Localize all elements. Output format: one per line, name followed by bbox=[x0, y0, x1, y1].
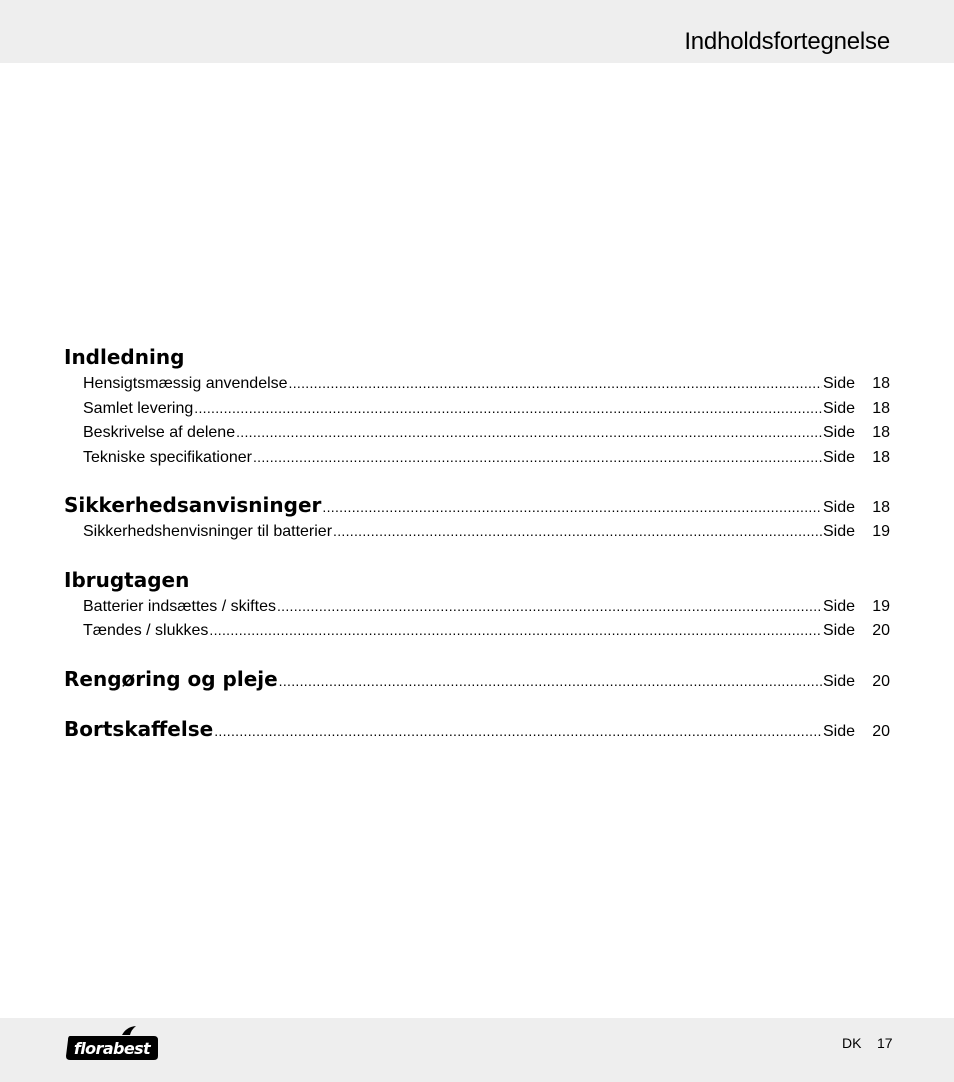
dot-leader bbox=[253, 445, 822, 470]
dot-leader bbox=[279, 667, 822, 695]
side-label: Side bbox=[822, 672, 855, 690]
page-number: 20 bbox=[872, 622, 890, 639]
toc-section-indledning bbox=[64, 343, 890, 469]
dot-leader bbox=[289, 371, 822, 396]
entry-label: Sikkerhedshenvisninger til batterier bbox=[83, 523, 333, 540]
page-number: 18 bbox=[872, 499, 890, 516]
section-heading: Ibrugtagen bbox=[64, 567, 190, 592]
dot-leader bbox=[214, 717, 822, 745]
toc-entry[interactable] bbox=[64, 371, 890, 396]
side-label: Side bbox=[822, 622, 855, 639]
toc-section-sikkerhedsanvisninger bbox=[64, 491, 890, 544]
side-label: Side bbox=[822, 597, 855, 615]
side-label: Side bbox=[822, 399, 855, 417]
toc-entry[interactable] bbox=[64, 519, 890, 544]
page-number: 18 bbox=[872, 375, 890, 392]
entry-label: Tekniske specifikationer bbox=[83, 448, 252, 466]
language-code: DK bbox=[842, 1035, 862, 1051]
entry-label: Tændes / slukkes bbox=[83, 622, 209, 639]
page-number: 18 bbox=[872, 399, 890, 417]
toc-main-entry[interactable] bbox=[64, 665, 890, 693]
toc-entry[interactable] bbox=[64, 445, 890, 470]
page-number-footer: 17 bbox=[877, 1035, 893, 1051]
section-heading: Indledning bbox=[64, 345, 185, 369]
page-number: 20 bbox=[872, 672, 890, 690]
entry-label: Hensigtsmæssig anvendelse bbox=[83, 375, 288, 392]
page-number: 18 bbox=[872, 424, 890, 441]
dot-leader bbox=[194, 396, 822, 421]
florabest-logo bbox=[64, 1026, 160, 1062]
page-title: Indholdsfortegnelse bbox=[684, 28, 890, 55]
side-label: Side bbox=[822, 375, 855, 392]
dot-leader bbox=[209, 618, 822, 643]
toc-section-rengoring bbox=[64, 665, 890, 693]
page-number: 19 bbox=[872, 597, 890, 615]
entry-label: Samlet levering bbox=[83, 399, 194, 417]
dot-leader bbox=[333, 519, 822, 544]
dot-leader bbox=[277, 594, 822, 619]
section-heading: Rengøring og pleje bbox=[64, 666, 278, 691]
toc-entry[interactable] bbox=[64, 594, 890, 619]
side-label: Side bbox=[822, 722, 855, 740]
toc-entry[interactable] bbox=[64, 396, 890, 421]
entry-label: Beskrivelse af delene bbox=[83, 424, 236, 441]
toc-main-entry[interactable] bbox=[64, 491, 890, 519]
side-label: Side bbox=[822, 523, 855, 540]
page-number: 20 bbox=[872, 722, 890, 740]
section-heading: Bortskaffelse bbox=[64, 716, 214, 741]
side-label: Side bbox=[822, 499, 855, 516]
logo-text: florabest bbox=[73, 1039, 151, 1058]
table-of-contents bbox=[64, 343, 890, 765]
toc-main-entry[interactable] bbox=[64, 715, 890, 743]
dot-leader bbox=[322, 493, 822, 521]
side-label: Side bbox=[822, 448, 855, 466]
toc-section-bortskaffelse bbox=[64, 715, 890, 743]
dot-leader bbox=[236, 420, 822, 445]
entry-label: Batterier indsættes / skiftes bbox=[83, 597, 276, 615]
page-number: 19 bbox=[872, 523, 890, 540]
toc-section-ibrugtagen bbox=[64, 566, 890, 643]
page-number: 18 bbox=[872, 448, 890, 466]
toc-entry[interactable] bbox=[64, 618, 890, 643]
section-heading: Sikkerhedsanvisninger bbox=[64, 493, 322, 517]
side-label: Side bbox=[822, 424, 855, 441]
toc-entry[interactable] bbox=[64, 420, 890, 445]
